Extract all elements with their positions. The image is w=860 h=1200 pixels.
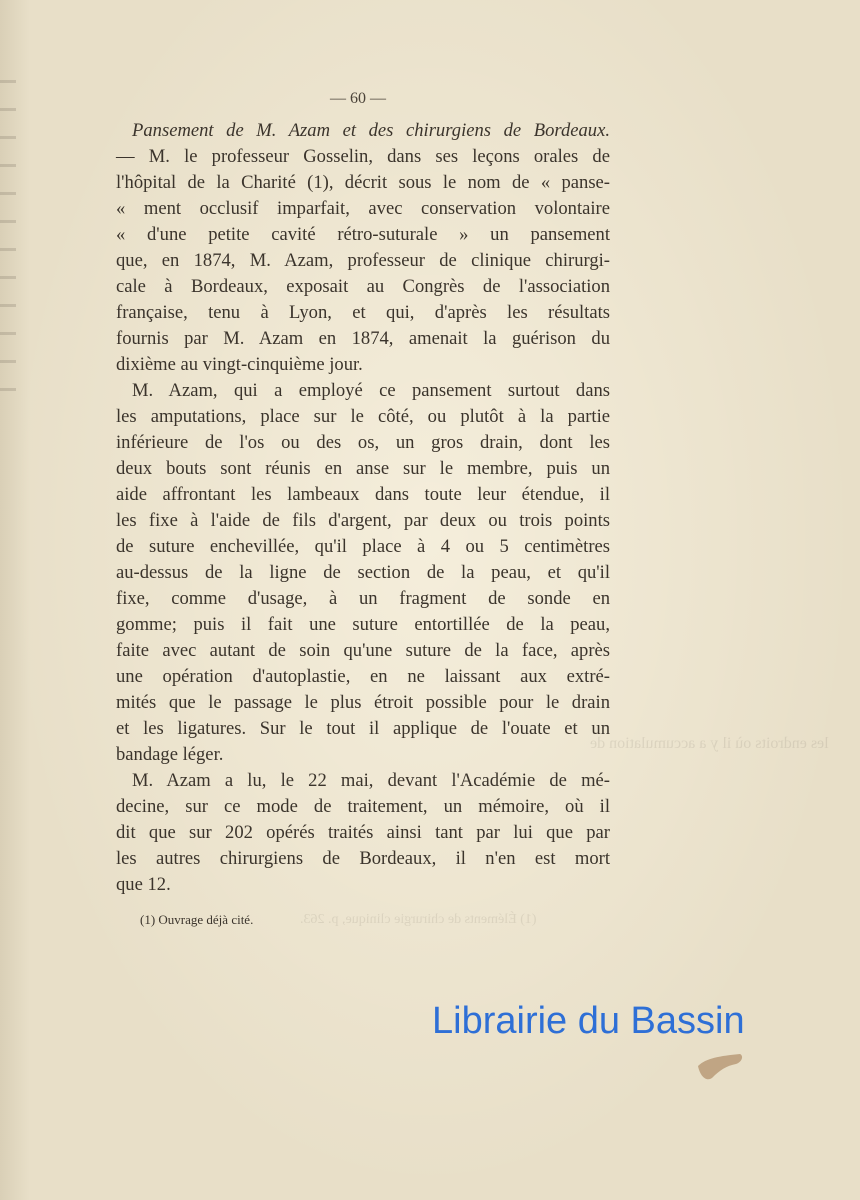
text-line: fournis par M. Azam en 1874, amenait la guérison du [116,328,610,349]
text-line: — M. le professeur Gosselin, dans ses leçons orales de [116,146,610,167]
text-line: dixième au vingt-cinquième jour. [116,354,363,375]
text-line: decine, sur ce mode de traitement, un mémoire, où il [116,796,610,817]
bleed-through-text: les endroits où il y a accumulation de [590,735,829,752]
text-line: une opération d'autoplastie, en ne laissant aux extré- [116,666,610,687]
text-line: aide affrontant les lambeaux dans toute leur étendue, il [116,484,610,505]
footnote: (1) Ouvrage déjà cité. [140,912,254,927]
text-line: M. Azam, qui a employé ce pansement surtout dans [132,380,610,401]
watermark-text: Librairie du Bassin [432,1000,745,1042]
text-line: de suture enchevillée, qu'il place à 4 ou 5 centimètres [116,536,610,557]
text-line: que, en 1874, M. Azam, professeur de clinique chirurgi- [116,250,610,271]
page-number: — 60 — [330,90,386,107]
text-line: M. Azam a lu, le 22 mai, devant l'Académie de mé- [132,770,610,791]
bleed-through-text: (1) Éléments de chirurgie clinique, p. 263. [300,912,537,927]
text-line: française, tenu à Lyon, et qui, d'après les résultats [116,302,610,323]
text-line: bandage léger. [116,744,224,765]
text-line: les autres chirurgiens de Bordeaux, il n'en est mort [116,848,610,869]
text-line: faite avec autant de soin qu'une suture de la face, après [116,640,610,661]
text-line: dit que sur 202 opérés traités ainsi tant par lui que par [116,822,610,843]
text-line: cale à Bordeaux, exposait au Congrès de l'association [116,276,610,297]
paper-stain-icon [696,1052,746,1082]
text-line: les fixe à l'aide de fils d'argent, par deux ou trois points [116,510,610,531]
text-line: et les ligatures. Sur le tout il applique de l'ouate et un [116,718,610,739]
text-line: inférieure de l'os ou des os, un gros drain, dont les [116,432,610,453]
page-edge-marks [0,80,16,400]
text-line: l'hôpital de la Charité (1), décrit sous le nom de « panse- [116,172,610,193]
text-line: « ment occlusif imparfait, avec conservation volontaire [116,198,610,219]
text-line: au-dessus de la ligne de section de la peau, et qu'il [116,562,610,583]
text-line: deux bouts sont réunis en anse sur le membre, puis un [116,458,610,479]
text-line: mités que le passage le plus étroit possible pour le drain [116,692,610,713]
body-text [116,118,610,898]
text-line: que 12. [116,874,171,895]
text-line: gomme; puis il fait une suture entortillée de la peau, [116,614,610,635]
text-line: les amputations, place sur le côté, ou plutôt à la partie [116,406,610,427]
text-line: « d'une petite cavité rétro-suturale » un pansement [116,224,610,245]
text-line: fixe, comme d'usage, à un fragment de sonde en [116,588,610,609]
section-heading: Pansement de M. Azam et des chirurgiens de Bordeaux. [132,120,610,141]
